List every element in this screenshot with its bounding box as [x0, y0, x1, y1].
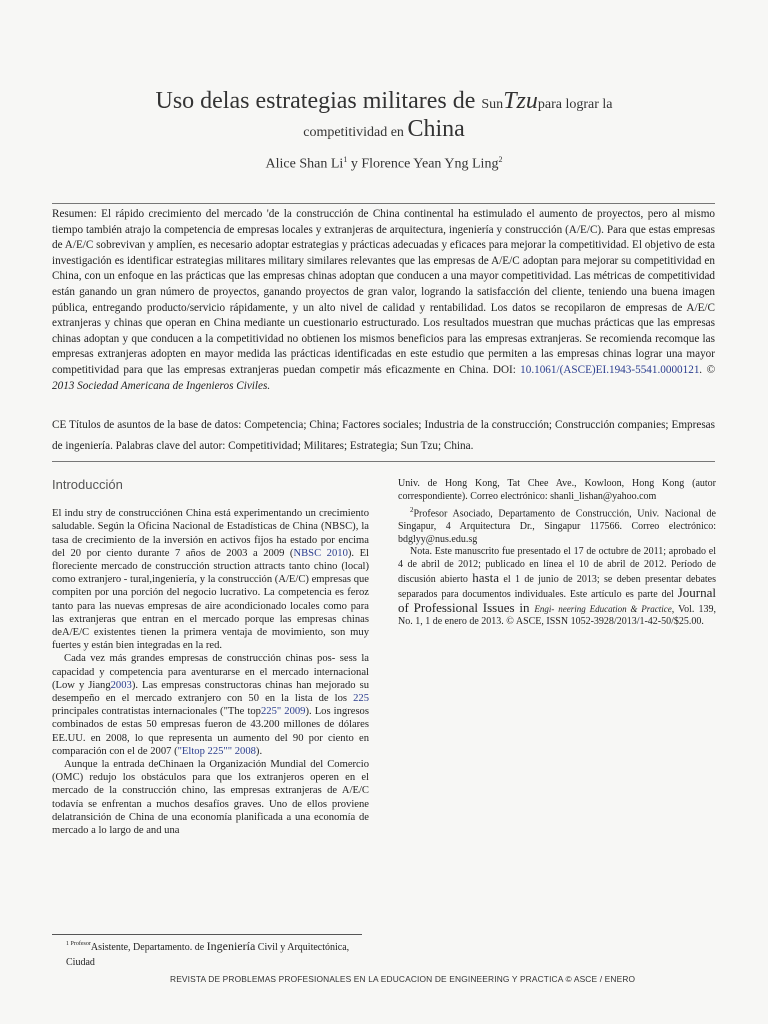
abstract: Resumen: El rápido crecimiento del mercado 'de la construcción de China continental ha estimulado el aumento de proyectos, pero al mismo tiempo también atrajo la competencia de empresas locales y extranjeras de arquitectura, ingeniería y construcción (A/E/C). Para que estas empresas de A/E/C sobrevivan y amplíen, es necesario adoptar estrategias y prácticas adecuadas y eficaces para mejorar la competitividad. El objetivo de esta investigación es identificar estrategias militares military similares relevantes que las empresas de A/E/C adoptan para mejorar su competitividad en China, con un enfoque en las prácticas que las empresas chinas adoptan que conducen a una mayor competitividad. Las métricas de competitividad están ganando un gran número de proyectos, ganando proyectos de gran valor, logrando la satisfacción del cliente, teniendo una buena imagen pública, entregando producto/servicio rápidamente, y un alto nivel de calidad y rentabilidad. Los datos se recopilaron de empresas de A/E/C extranjeras y chinas que operan en China mediante un cuestionario estructurado. Los resultados muestran que muchas prácticas que las empresas chinas adoptan y que conducen a la competitividad no obtienen los mismos beneficios para las empresas extranjeras. Se recomienda recomque las empresas extranjeras adopten en mayor medida las prácticas identificadas en este estudio que permiten a las empresas chinas lograr una mayor competitividad para que las empresas extranjeras puedan competir más eficazmente en China. DOI: 10.1061/(ASCE)EI.1943-5541.0000121. © 2013 Sociedad Americana de Ingenieros Civiles.: [52, 208, 715, 392]
submission-note: Nota. Este manuscrito fue presentado el 17 de octubre de 2011; aprobado el 4 de abril de 2012; publicado en línea el 10 de abril de 2012. Período de discusión abierto hasta el 1 de junio de 2013; se deben presentar debates separados para documentos individuales. Este artículo es parte del Journal of Professional Issues in Engi- neering Education & Practice, Vol. 139, No. 1, 1 de enero de 2013. © ASCE, ISSN 1052-3928/2013/1-42-50/$25.00.: [398, 546, 716, 628]
paper-title-line-2: competitividad en China: [303, 116, 465, 142]
paper-title-line-1: Uso delas estrategias militares de SunTzupara lograr la: [155, 88, 613, 114]
abstract-bottom-rule: [52, 461, 715, 462]
journal-footer: REVISTA DE PROBLEMAS PROFESIONALES EN LA EDUCACION DE ENGINEERING Y PRACTICA © ASCE / ENERO: [170, 974, 636, 984]
section-heading-introduccion: Introducción: [52, 477, 123, 492]
paragraph-1: El indu stry de construcciónen China está experimentando un crecimiento saludable. Según la Oficina Nacional de Estadísticas de China (NBSC), la tasa de crecimiento de la inversión en activos fijos ha estado por encima del 20 por ciento durante 7 años de 2003 a 2009 (NBSC 2010). El floreciente mercado de construcción struction attracts tanto chino (local) como extranjero - tural,ingeniería, y la construcción (A/E/C) empresas que compiten por una porción del negocio lucrativo. La competencia es feroz tanto para las nuevas empresas de aire acondicionado locales como para las extranjeras que entran en el mercado porque las empresas chinas deA/E/C existentes tienen la primera ventaja de movimiento, son muy fuertes y están bien integradas en la red.: [52, 508, 369, 652]
footnote-1: $^{1 Profesor}$Asistente, Departamento. de Ingeniería Civil y Arquitectónica, Ciudad: [66, 939, 350, 968]
paragraph-2: Cada vez más grandes empresas de construcción chinas pos- sess la capacidad y competencia para aventurarse en el mercado internacional (Low y Jiang2003). Las empresas constructoras chinas han mejorado su desempeño en el mercado extranjero con 50 en la lista de los 225 principales contratistas internacionales ("The top225" 2009). Los ingresos combinados de estas 50 empresas fueron de 43.200 millones de dólares EE.UU. en 2008, lo que representa un aumento del 90 por ciento en comparación con el de 2007 ("Eltop 225"" 2008).: [52, 653, 369, 757]
citation-low-jiang[interactable]: 2003: [110, 679, 132, 691]
paragraph-3: Aunque la entrada deChinaen la Organización Mundial del Comercio (OMC) redujo los obstáculos para que los extranjeros operen en el mercado de la construcción chino, las empresas extranjeras de A/E/C todavía se enfrentan a muchos desafíos graves. Uno de ellos proviene delatransición de China de una economía planificada a una economía de mercado a lo largo de and una: [52, 759, 369, 837]
doi-link[interactable]: 10.1061/(ASCE)EI.1943-5541.0000121: [520, 363, 700, 376]
left-column: [52, 478, 369, 837]
affiliation-2: $^2$Profesor Asociado, Departamento de Construcción, Univ. Nacional de Singapur, 4 Arquitectura Dr., Singapur 117566. Correo electrónico: bdglyy@nus.edu.sg: [398, 505, 716, 545]
abstract-top-rule: [52, 203, 715, 204]
right-column: [398, 478, 716, 629]
author-list: Alice Shan Li$^1$ y Florence Yean Yng Ling$^2$: [265, 155, 503, 172]
citation-top225-2009[interactable]: 225" 2009: [260, 706, 306, 718]
citation-225[interactable]: 225: [353, 693, 369, 705]
affiliation-1: Univ. de Hong Kong, Tat Chee Ave., Kowloon, Hong Kong (autor correspondiente). Correo electrónico: shanli_lishan@yahoo.com: [398, 478, 716, 502]
citation-top225-2008[interactable]: "Eltop 225"" 2008: [177, 745, 256, 757]
citation-nbsc[interactable]: NBSC 2010: [293, 547, 348, 559]
footnote-rule: [52, 934, 362, 935]
keywords: CE Títulos de asuntos de la base de datos: Competencia; China; Factores sociales; Industria de la construcción; Construcción companies; Empresas de ingeniería. Palabras clave del autor: Competitividad; Militares; Estrategia; Sun Tzu; China.: [52, 419, 715, 452]
